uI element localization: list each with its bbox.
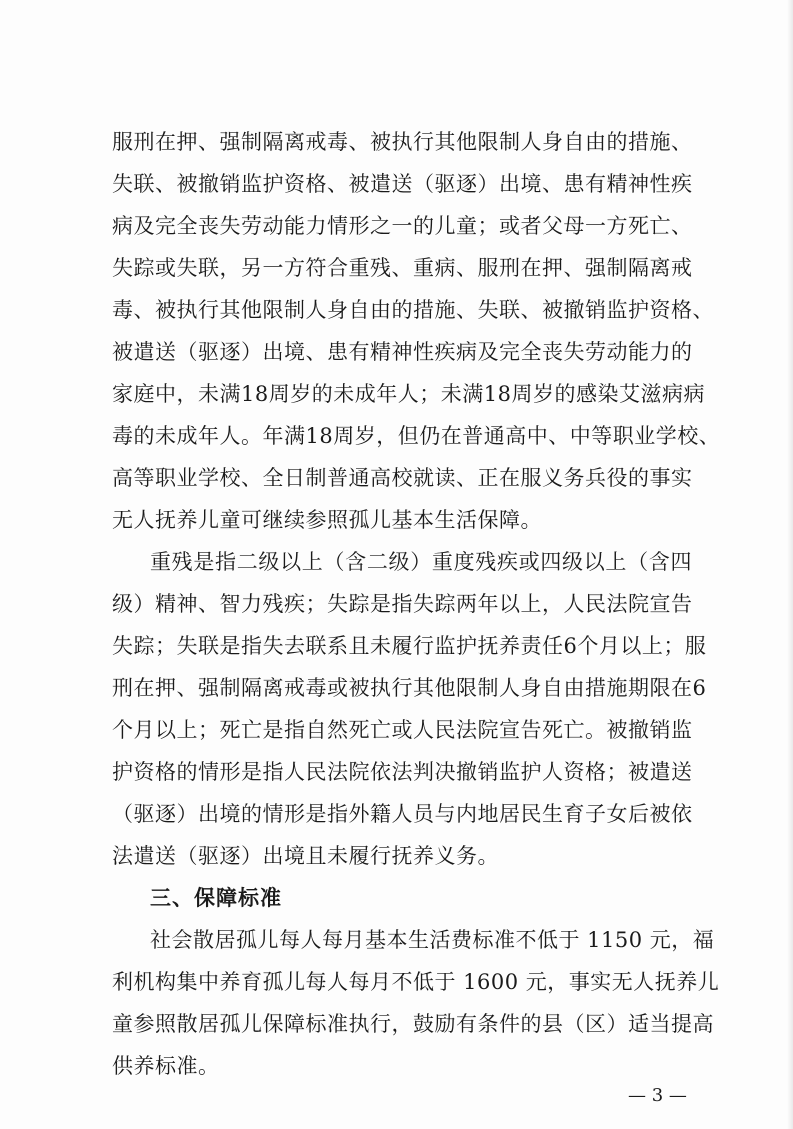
paragraph-line: 病及完全丧失劳动能力情形之一的儿童；或者父母一方死亡、 [112, 214, 693, 238]
paragraph-line: 利机构集中养育孤儿每人每月不低于 1600 元，事实无人抚养儿 [112, 970, 720, 994]
paragraph-line: 失踪；失联是指失去联系且未履行监护抚养责任6个月以上；服 [112, 634, 707, 658]
paragraph-line: 重残是指二级以上（含二级）重度残疾或四级以上（含四 [150, 550, 692, 574]
paragraph-line: 童参照散居孤儿保障标准执行，鼓励有条件的县（区）适当提高 [112, 1012, 714, 1036]
paragraph-line: 高等职业学校、全日制普通高校就读、正在服义务兵役的事实 [112, 466, 693, 490]
page-number: — 3 — [628, 1085, 687, 1106]
paragraph-line: 失踪或失联，另一方符合重残、重病、服刑在押、强制隔离戒 [112, 256, 693, 280]
paragraph-line: 供养标准。 [112, 1054, 220, 1078]
paragraph-line: 个月以上；死亡是指自然死亡或人民法院宣告死亡。被撤销监 [112, 718, 693, 742]
paragraph-line: （驱逐）出境的情形是指外籍人员与内地居民生育子女后被依 [112, 802, 693, 826]
scan-edge-shadow [787, 0, 793, 1129]
paragraph-line: 服刑在押、强制隔离戒毒、被执行其他限制人身自由的措施、 [112, 130, 693, 154]
paragraph-line: 被遣送（驱逐）出境、患有精神性疾病及完全丧失劳动能力的 [112, 340, 693, 364]
paragraph-line: 毒的未成年人。年满18周岁，但仍在普通高中、中等职业学校、 [112, 424, 721, 448]
paragraph-line: 法遣送（驱逐）出境且未履行抚养义务。 [112, 844, 499, 868]
paragraph-line: 级）精神、智力残疾；失踪是指失踪两年以上，人民法院宣告 [112, 592, 693, 616]
paragraph-line: 社会散居孤儿每人每月基本生活费标准不低于 1150 元，福 [150, 928, 715, 952]
paragraph-line: 无人抚养儿童可继续参照孤儿基本生活保障。 [112, 508, 542, 532]
paragraph-line: 护资格的情形是指人民法院依法判决撤销监护人资格；被遣送 [112, 760, 693, 784]
paragraph-line: 毒、被执行其他限制人身自由的措施、失联、被撤销监护资格、 [112, 298, 714, 322]
paragraph-line: 刑在押、强制隔离戒毒或被执行其他限制人身自由措施期限在6 [112, 676, 707, 700]
paragraph-line: 失联、被撤销监护资格、被遣送（驱逐）出境、患有精神性疾 [112, 172, 693, 196]
paragraph-line: 家庭中，未满18周岁的未成年人；未满18周岁的感染艾滋病病 [112, 382, 705, 406]
section-heading: 三、保障标准 [150, 886, 282, 910]
